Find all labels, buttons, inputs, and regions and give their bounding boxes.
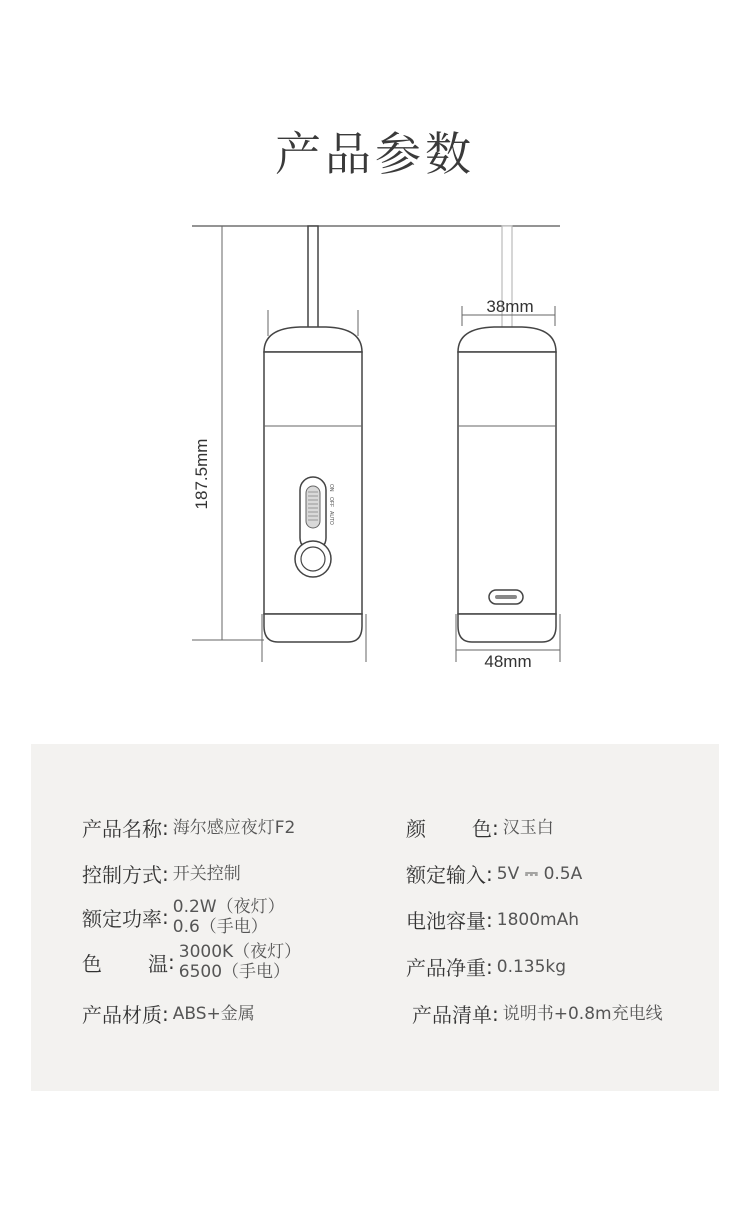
spec-package-value: 说明书+0.8m充电线: [502, 1003, 663, 1024]
spec-name-value: 海尔感应夜灯F2: [172, 817, 296, 838]
hanging-strap-side: [502, 226, 512, 332]
spec-material-value: ABS+金属: [172, 1003, 255, 1024]
lamp-bottom-cap: [264, 614, 362, 642]
switch-label-auto: AUTO: [328, 511, 334, 525]
spec-control: 控制方式 : 开关控制: [82, 861, 241, 887]
top-width-label: 38mm: [486, 297, 534, 316]
spec-input-value: 5V ⎓ 0.5A: [496, 863, 583, 884]
spec-temp: 色 温 : 3000K（夜灯） 6500（手电）: [82, 942, 302, 982]
spec-battery: 电池容量 : 1800mAh: [406, 907, 579, 933]
bottom-width-label: 48mm: [484, 652, 532, 670]
spec-power-value: 0.2W（夜灯） 0.6（手电）: [172, 897, 285, 937]
spec-name: 产品名称 : 海尔感应夜灯F2: [82, 815, 296, 841]
spec-weight: 产品净重 : 0.135kg: [406, 954, 567, 980]
spec-input: 额定输入 : 5V ⎓ 0.5A: [406, 861, 583, 887]
lamp-top-cap: [264, 327, 362, 352]
spec-color-value: 汉玉白: [502, 817, 554, 838]
height-dimension-label: 187.5mm: [192, 438, 211, 510]
switch-label-on: ON: [328, 484, 334, 492]
spec-weight-value: 0.135kg: [496, 956, 567, 977]
hanging-strap: [308, 226, 318, 334]
spec-battery-value: 1800mAh: [496, 909, 579, 930]
lamp-front-view: [262, 226, 366, 662]
product-dimension-diagram: [0, 210, 750, 670]
switch-label-off: OFF: [328, 497, 334, 507]
spec-power: 额定功率 : 0.2W（夜灯） 0.6（手电）: [82, 897, 285, 937]
page-title: 产品参数: [275, 127, 475, 181]
lamp-side-view: [456, 226, 560, 670]
spec-material: 产品材质 : ABS+金属: [82, 1001, 255, 1027]
spec-package: 产品清单 : 说明书+0.8m充电线: [412, 1001, 663, 1027]
spec-color: 颜 色 : 汉玉白: [406, 815, 554, 841]
spec-control-value: 开关控制: [172, 863, 241, 884]
spec-temp-value: 3000K（夜灯） 6500（手电）: [178, 942, 302, 982]
